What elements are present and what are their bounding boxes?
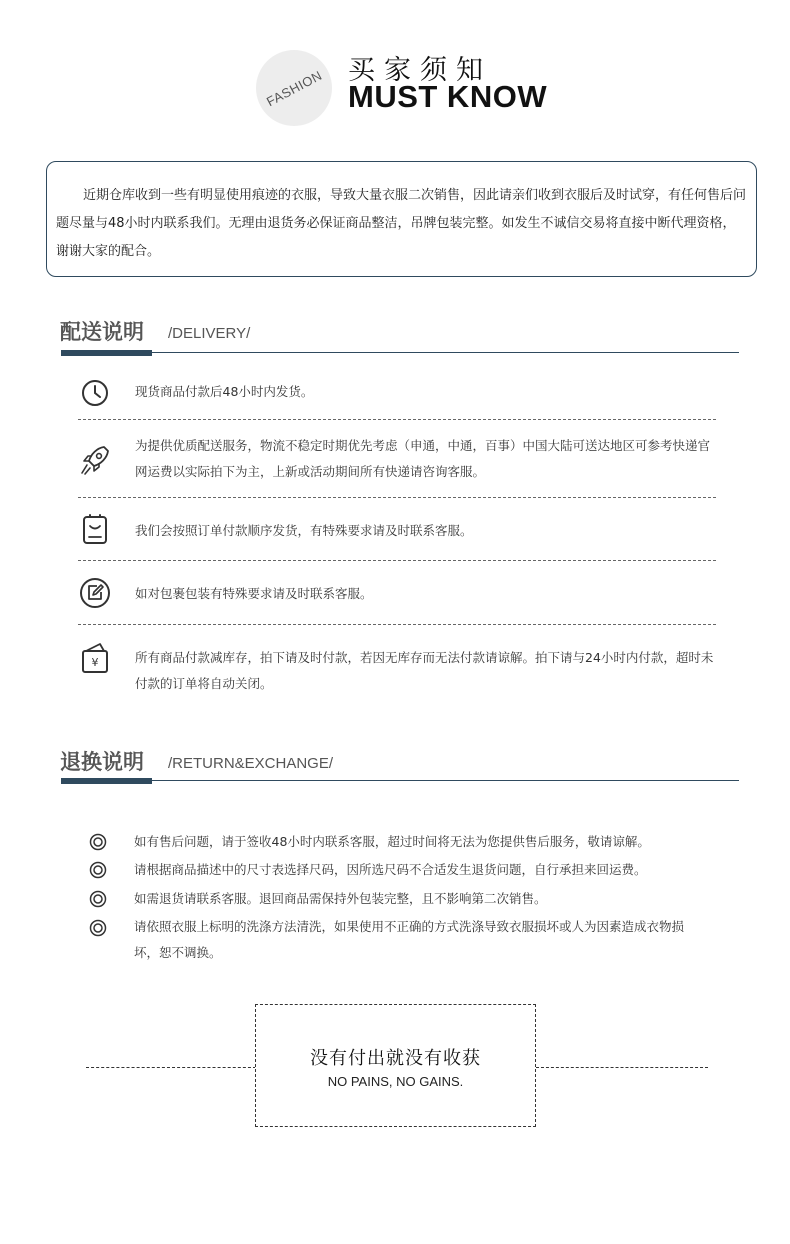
- return-item-text: 如需退货请联系客服。退回商品需保持外包装完整，且不影响第二次销售。: [134, 891, 547, 906]
- page-title-cn: 买家须知: [348, 55, 492, 86]
- svg-text:¥: ¥: [91, 656, 99, 669]
- bullet-ring-icon: [89, 890, 107, 908]
- fashion-badge: [256, 50, 332, 126]
- clipboard-icon: [78, 512, 112, 546]
- delivery-accent-bar: [61, 350, 152, 356]
- notice-box: [46, 161, 757, 277]
- return-item-text: 如有售后问题，请于签收48小时内联系客服，超过时间将无法为您提供售后服务，敬请谅解。: [134, 834, 650, 849]
- notice-text: 近期仓库收到一些有明显使用痕迹的衣服，导致大量衣服二次销售，因此请亲们收到衣服后及时试穿，有任何售后问题尽量与48小时内联系我们。无理由退货务必保证商品整洁，吊牌包装完整。如发生不诚信交易将直接中断代理资格，谢谢大家的配合。: [56, 188, 747, 259]
- rocket-icon: [78, 443, 112, 477]
- wallet-icon: [78, 641, 112, 675]
- return-accent-bar: [61, 778, 152, 784]
- edit-icon: [78, 576, 112, 610]
- return-subtitle: /RETURN&EXCHANGE/: [168, 755, 334, 772]
- delivery-item-text: 所有商品付款减库存，拍下请及时付款，若因无库存而无法付款请谅解。拍下请与24小时内付款，超时未付款的订单将自动关闭。: [135, 650, 714, 691]
- return-rule: [61, 780, 739, 781]
- delivery-item-text: 我们会按照订单付款顺序发货，有特殊要求请及时联系客服。: [135, 523, 473, 538]
- delivery-item-text: 为提供优质配送服务，物流不稳定时期优先考虑（申通，中通，百事）中国大陆可送达地区可参考快递官网运费以实际拍下为主，上新或活动期间所有快递请咨询客服。: [135, 438, 711, 479]
- delivery-title: 配送说明: [60, 320, 144, 344]
- return-item-text: 请根据商品描述中的尺寸表选择尺码，因所选尺码不合适发生退货问题，自行承担来回运费。: [134, 862, 647, 877]
- return-item-text: 请依照衣服上标明的洗涤方法清洗，如果使用不正确的方式洗涤导致衣服损坏或人为因素造成衣物损坏，恕不调换。: [134, 919, 685, 960]
- fashion-badge-text: FASHION: [263, 67, 325, 109]
- delivery-rule: [61, 352, 739, 353]
- bullet-ring-icon: [89, 919, 107, 937]
- divider: [78, 497, 716, 498]
- page-title-en: MUST KNOW: [348, 79, 548, 114]
- bullet-ring-icon: [89, 833, 107, 851]
- motto-box: [255, 1004, 536, 1127]
- footer-right-line: [536, 1067, 708, 1068]
- divider: [78, 624, 716, 625]
- clock-icon: [78, 376, 112, 410]
- footer-left-line: [86, 1067, 256, 1068]
- delivery-subtitle: /DELIVERY/: [168, 325, 251, 342]
- return-title: 退换说明: [60, 750, 144, 774]
- bullet-ring-icon: [89, 861, 107, 879]
- divider: [78, 560, 716, 561]
- divider: [78, 419, 716, 420]
- delivery-item-text: 如对包裹包装有特殊要求请及时联系客服。: [135, 586, 373, 601]
- motto-cn: 没有付出就没有收获: [310, 1048, 481, 1069]
- motto-en: NO PAINS, NO GAINS.: [327, 1074, 464, 1089]
- delivery-item-text: 现货商品付款后48小时内发货。: [135, 384, 314, 399]
